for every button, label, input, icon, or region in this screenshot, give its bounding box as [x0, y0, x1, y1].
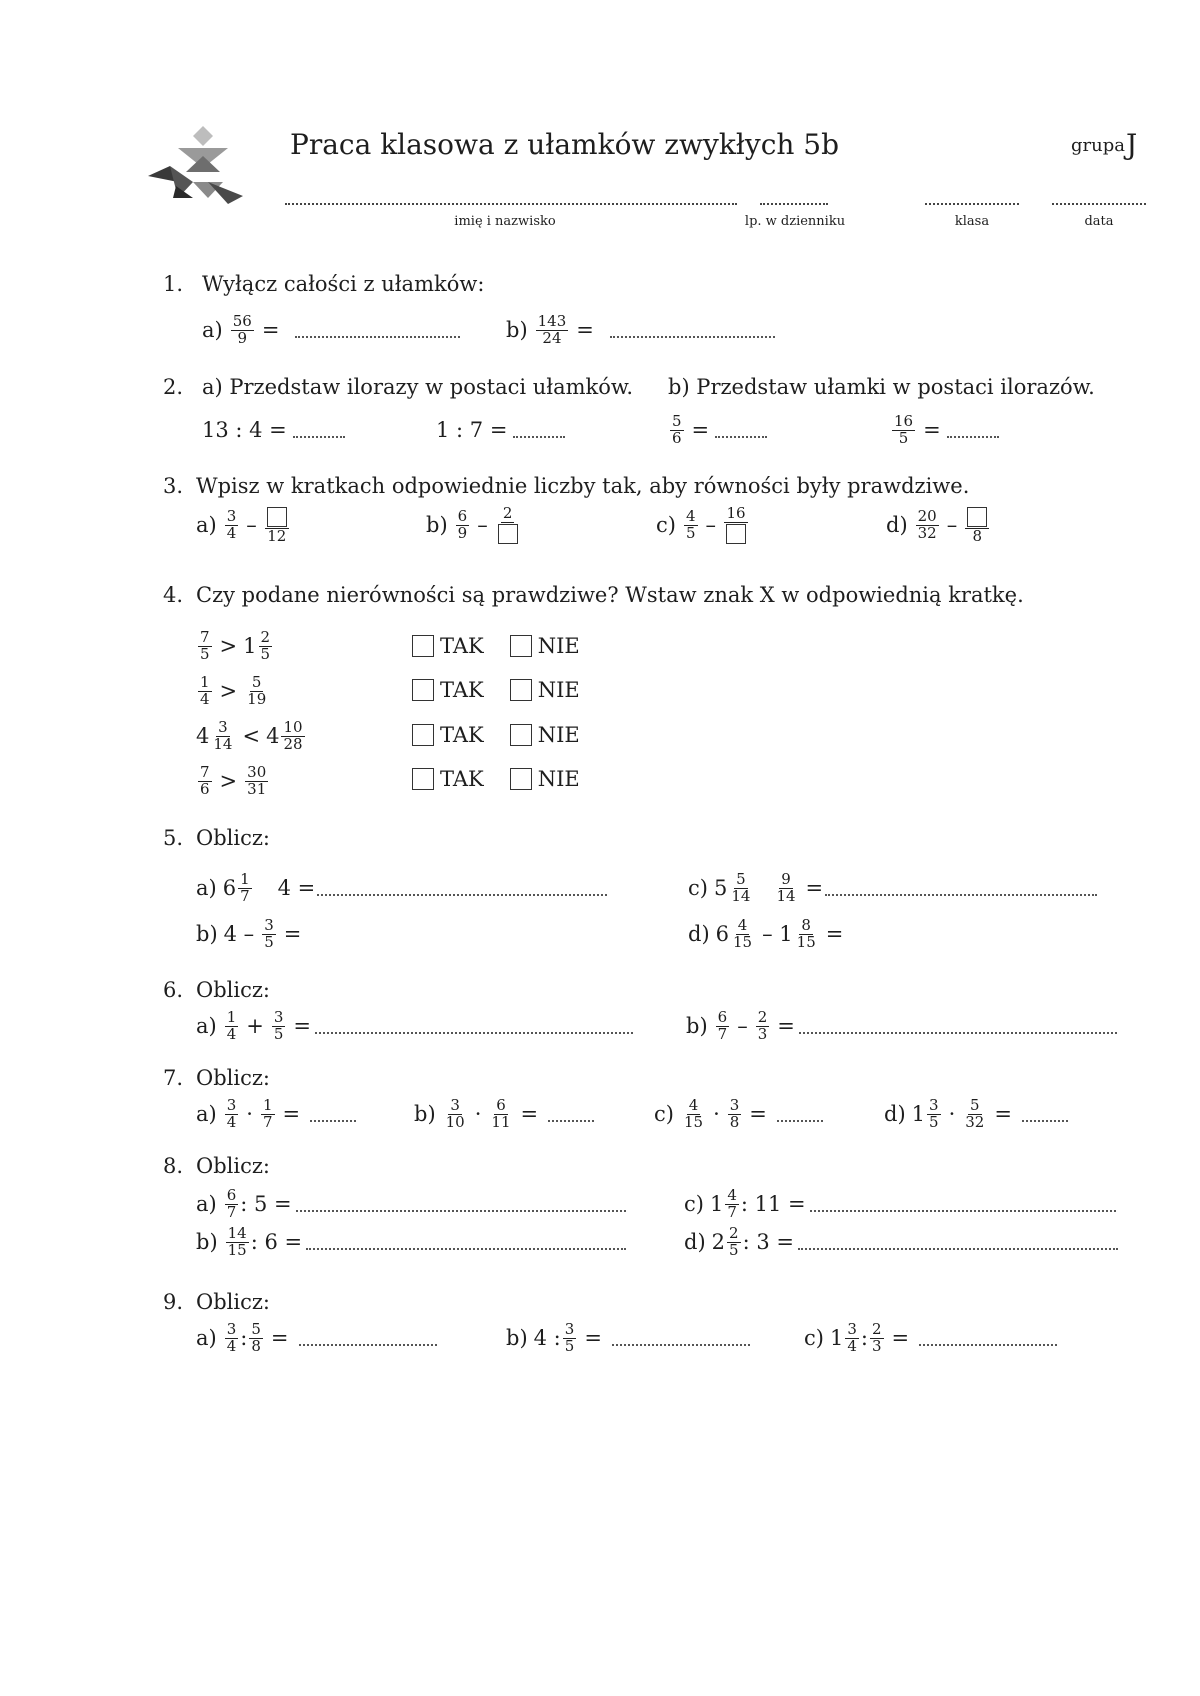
q8d: d) 2 $\frac{2}{5}$ : 3 =: [684, 1226, 1118, 1259]
q9a-answer[interactable]: [299, 1330, 437, 1346]
q4-4-tak-checkbox[interactable]: [412, 768, 434, 790]
q3-number: 3.: [163, 474, 184, 498]
q2-expr-2: 1 : 7 =: [436, 418, 565, 442]
q8c: c) 1 $\frac{4}{7}$ : 11 =: [684, 1188, 1116, 1221]
q4-row-3: 4 $\frac{3}{14}$ < 4 $\frac{10}{28}$: [196, 718, 303, 753]
q3a-box[interactable]: [267, 507, 287, 527]
q4-options-3: TAK NIE: [412, 723, 580, 747]
group-letter: J: [1126, 128, 1138, 161]
q1a-label: a): [202, 318, 223, 343]
q1a: a) $\frac{56}{9}$ =: [202, 314, 460, 347]
q2-number: 2.: [163, 375, 184, 399]
q1b-fraction: $\frac{143}{24}$: [537, 312, 567, 347]
q4-4-nie-checkbox[interactable]: [510, 768, 532, 790]
q2-expr-1: 13 : 4 =: [202, 418, 345, 442]
q6b-answer[interactable]: [799, 1018, 1117, 1034]
q5a: a) 6 $\frac{1}{7}$ 4 =: [196, 872, 607, 905]
q4-options-4: TAK NIE: [412, 767, 580, 791]
q1b-label: b): [506, 318, 528, 343]
q4-row-1: $\frac{7}{5}$ > 1 $\frac{2}{5}$: [200, 628, 271, 663]
q2-answer-2[interactable]: [513, 422, 565, 438]
q8c-answer[interactable]: [810, 1196, 1116, 1212]
q5-text: Oblicz:: [196, 826, 270, 850]
q9-text: Oblicz:: [196, 1290, 270, 1314]
q2-answer-4[interactable]: [947, 422, 999, 438]
q6a: a) $\frac{1}{4}$ + $\frac{3}{5}$ =: [196, 1010, 633, 1043]
q9b-answer[interactable]: [612, 1330, 750, 1346]
class-label: klasa: [954, 214, 990, 229]
q9b: b) 4 : $\frac{3}{5}$ =: [506, 1322, 750, 1355]
q7b: b) $\frac{3}{10}$ · $\frac{6}{11}$ =: [414, 1098, 594, 1131]
q4-1-nie-checkbox[interactable]: [510, 635, 532, 657]
q6a-answer[interactable]: [315, 1018, 633, 1034]
q9c: c) 1 $\frac{3}{4}$ : $\frac{2}{3}$ =: [804, 1322, 1057, 1355]
q7c-answer[interactable]: [777, 1106, 823, 1122]
q6-number: 6.: [163, 978, 184, 1002]
q2-answer-3[interactable]: [715, 422, 767, 438]
q2-answer-1[interactable]: [293, 422, 345, 438]
q4-row-4: $\frac{7}{6}$ > $\frac{30}{31}$: [200, 763, 267, 798]
q8b: b) $\frac{14}{15}$ : 6 =: [196, 1226, 626, 1259]
q4-2-nie-checkbox[interactable]: [510, 679, 532, 701]
q4-2-tak-checkbox[interactable]: [412, 679, 434, 701]
class-field[interactable]: [925, 203, 1019, 205]
q3-text: Wpisz w kratkach odpowiednie liczby tak, aby równości były prawdziwe.: [196, 474, 970, 498]
q9a: a) $\frac{3}{4}$ : $\frac{5}{8}$ =: [196, 1322, 437, 1355]
q8b-answer[interactable]: [306, 1234, 626, 1250]
q5-number: 5.: [163, 826, 184, 850]
q4-number: 4.: [163, 583, 184, 607]
q2-text-b: b) Przedstaw ułamki w postaci ilorazów.: [668, 375, 1095, 399]
q4-options-2: TAK NIE: [412, 678, 580, 702]
q1b: b) $\frac{143}{24}$ =: [506, 314, 775, 347]
q4-options-1: TAK NIE: [412, 634, 580, 658]
journal-number-label: lp. w dzienniku: [744, 214, 846, 229]
q5c: c) 5 $\frac{5}{14}$ $\frac{9}{14}$ =: [688, 872, 1097, 905]
q7-number: 7.: [163, 1066, 184, 1090]
name-field-label: imię i nazwisko: [454, 214, 556, 229]
q8d-answer[interactable]: [798, 1234, 1118, 1250]
q5c-answer[interactable]: [825, 880, 1097, 896]
q9c-answer[interactable]: [919, 1330, 1057, 1346]
date-label: data: [1084, 214, 1114, 229]
q1a-answer[interactable]: [295, 322, 460, 338]
q5a-answer[interactable]: [317, 880, 607, 896]
logo: [148, 126, 248, 216]
q3b: b) $\frac{6}{9}$ – 2: [426, 506, 522, 545]
q3a: a) $\frac{3}{4}$ – 12: [196, 506, 291, 545]
q1-number: 1.: [163, 272, 184, 296]
q6b: b) $\frac{6}{7}$ – $\frac{2}{3}$ =: [686, 1010, 1117, 1043]
q7c: c) $\frac{4}{15}$ · $\frac{3}{8}$ =: [654, 1098, 823, 1131]
q4-1-tak-checkbox[interactable]: [412, 635, 434, 657]
q9-number: 9.: [163, 1290, 184, 1314]
q7-text: Oblicz:: [196, 1066, 270, 1090]
q7a-answer[interactable]: [310, 1106, 356, 1122]
q5d: d) 6 $\frac{4}{15}$ – 1 $\frac{8}{15}$ =: [688, 916, 844, 951]
q1b-answer[interactable]: [610, 322, 775, 338]
q4-row-2: $\frac{1}{4}$ > $\frac{5}{19}$: [200, 673, 267, 708]
q3d: d) $\frac{20}{32}$ – 8: [886, 506, 991, 545]
q3b-box[interactable]: [498, 524, 518, 544]
q4-3-nie-checkbox[interactable]: [510, 724, 532, 746]
q7d: d) 1 $\frac{3}{5}$ · $\frac{5}{32}$ =: [884, 1098, 1068, 1131]
q3c-box[interactable]: [726, 524, 746, 544]
q2-text-a: a) Przedstaw ilorazy w postaci ułamków.: [202, 375, 634, 399]
q8a: a) $\frac{6}{7}$ : 5 =: [196, 1188, 626, 1221]
page-title: Praca klasowa z ułamków zwykłych 5b: [290, 128, 840, 161]
q6-text: Oblicz:: [196, 978, 270, 1002]
q3c: c) $\frac{4}{5}$ – 16: [656, 504, 746, 542]
q8a-answer[interactable]: [296, 1196, 626, 1212]
q7b-answer[interactable]: [548, 1106, 594, 1122]
journal-number-field[interactable]: [760, 203, 828, 205]
q2-expr-4: $\frac{16}{5}$ =: [890, 414, 999, 447]
q2-expr-3: $\frac{5}{6}$ =: [668, 414, 767, 447]
q4-text: Czy podane nierówności są prawdziwe? Wstaw znak X w odpowiednią kratkę.: [196, 583, 1024, 607]
q7a: a) $\frac{3}{4}$ · $\frac{1}{7}$ =: [196, 1098, 356, 1131]
q7d-answer[interactable]: [1022, 1106, 1068, 1122]
group-label: grupa: [1071, 135, 1125, 156]
q1a-fraction: $\frac{56}{9}$: [232, 312, 252, 347]
q8-text: Oblicz:: [196, 1154, 270, 1178]
q3d-box[interactable]: [967, 507, 987, 527]
q1-text: Wyłącz całości z ułamków:: [202, 272, 485, 296]
name-field[interactable]: [285, 203, 737, 205]
q5b: b) 4 – $\frac{3}{5}$ =: [196, 916, 302, 951]
date-field[interactable]: [1052, 203, 1146, 205]
q8-number: 8.: [163, 1154, 184, 1178]
q4-3-tak-checkbox[interactable]: [412, 724, 434, 746]
